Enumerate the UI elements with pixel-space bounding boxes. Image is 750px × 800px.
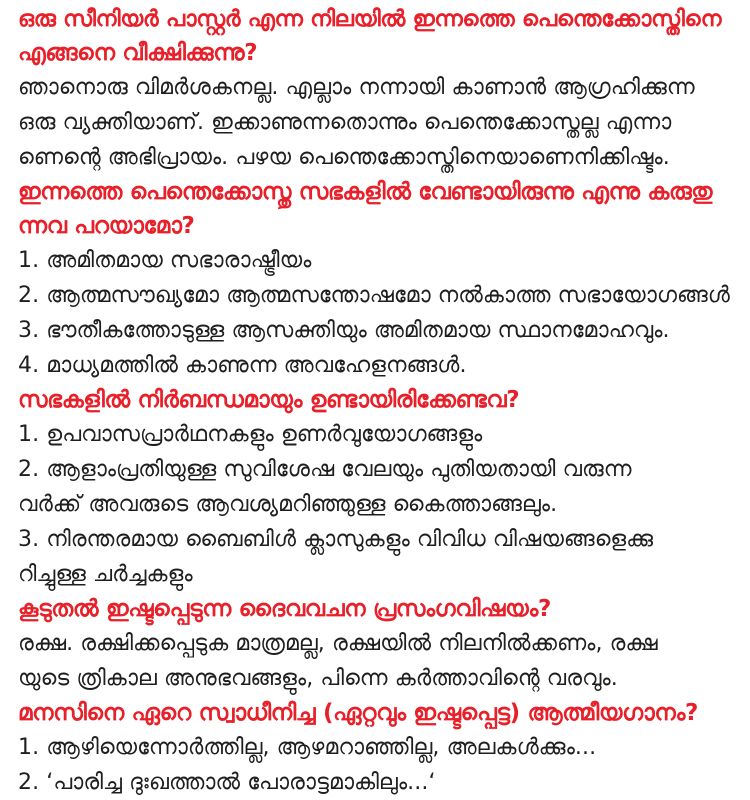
answer-line: രക്ഷ. രക്ഷിക്കപ്പെടുക മാത്രമല്ല, രക്ഷയിൽ നിലനിൽക്കണം, രക്ഷ — [18, 631, 658, 656]
qa-section — [18, 696, 732, 800]
answer-line: ഒരു വ്യക്തിയാണ്. ഇക്കാണുന്നതൊന്നും പെന്തെക്കോസ്തല്ല എന്നാ — [18, 110, 672, 135]
question-line: ഇന്നത്തെ പെന്തെക്കോസ്തു സഭകളിൽ വേണ്ടായിരുന്നു എന്നു കരുതു — [18, 179, 713, 205]
interview-page — [0, 2, 750, 795]
question-line: സഭകളിൽ നിർബന്ധമായും ഉണ്ടായിരിക്കേണ്ടവ? — [18, 387, 520, 413]
qa-section — [18, 175, 732, 383]
list-item: 4. മാധ്യമത്തിൽ കാണുന്ന അവഹേളനങ്ങൾ. — [18, 353, 467, 378]
question-line: ന്നവ പറയാമോ? — [18, 213, 195, 239]
question-line: മനസിനെ ഏറെ സ്വാധീനിച്ച (ഏറ്റവും ഇഷ്ടപ്പെട്ട) ആത്മീയഗാനം? — [18, 700, 699, 726]
list-item: 1. ആഴിയെന്നോർത്തില്ല, ആഴമറാഞ്ഞില്ല, അലകൾക്കും... — [18, 735, 597, 760]
question-line: കൂടുതൽ ഇഷ്ടപ്പെടുന്ന ദൈവവചന പ്രസംഗവിഷയം? — [18, 596, 552, 622]
answer-line: ണെന്റെ അഭിപ്രായം. പഴയ പെന്തെക്കോസ്തിനെയാണെനിക്കിഷ്ടം. — [18, 145, 670, 170]
answer-line: യുടെ ത്രികാല അനുഭവങ്ങളും, പിന്നെ കർത്താവിന്റെ വരവും. — [18, 666, 618, 691]
list-item: 3. ഭൗതീകത്തോടുള്ള ആസക്തിയും അമിതമായ സ്ഥാനമോഹവും. — [18, 318, 670, 343]
qa-section — [18, 592, 732, 696]
list-item: 2. ‘പാരിച്ച ദുഃഖത്താൽ പോരാട്ടമാകിലും...‘ — [18, 770, 436, 795]
question-line: എങ്ങനെ വീക്ഷിക്കുന്നു? — [18, 40, 258, 66]
list-item: 1. അമിതമായ സഭാരാഷ്ട്രീയം — [18, 248, 312, 273]
question-line: ഒരു സീനിയർ പാസ്റ്റർ എന്ന നിലയിൽ ഇന്നത്തെ പെന്തെക്കോസ്തിനെ — [18, 6, 722, 32]
list-item-continuation: വർക്ക് അവരുടെ ആവശ്യമറിഞ്ഞുള്ള കൈത്താങ്ങലും. — [18, 492, 558, 517]
list-item: 1. ഉപവാസപ്രാർഥനകളും ഉണർവുയോഗങ്ങളും — [18, 422, 483, 447]
list-item-continuation: റിച്ചുള്ള ചർച്ചകളും — [18, 562, 193, 587]
list-item: 2. ആത്മസൗഖ്യമോ ആത്മസന്തോഷമോ നൽകാത്ത സഭായോഗങ്ങൾ — [18, 283, 730, 308]
qa-section — [18, 383, 732, 592]
list-item: 3. നിരന്തരമായ ബൈബിൾ ക്ലാസുകളും വിവിധ വിഷയങ്ങളെക്കു — [18, 527, 654, 552]
list-item: 2. ആളാംപ്രതിയുള്ള സുവിശേഷ വേലയും പുതിയതായി വരുന്ന — [18, 457, 632, 482]
answer-line: ഞാനൊരു വിമർശകനല്ല. എല്ലാം നന്നായി കാണാൻ ആഗ്രഹിക്കുന്ന — [18, 75, 695, 100]
qa-section — [18, 2, 732, 175]
